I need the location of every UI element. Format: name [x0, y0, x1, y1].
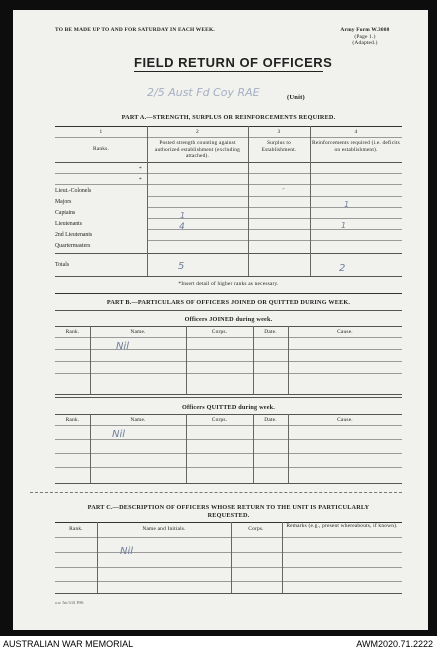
part-c-col-name: Name and Initials. — [142, 526, 186, 532]
header-posted-strength: Posted strength counting against authorized establishment (excluding attached). — [154, 140, 241, 159]
quitted-col-rank: Rank. — [65, 417, 80, 423]
part-b-top-rule — [55, 293, 402, 294]
quitted-col-divider — [253, 414, 254, 483]
form-number: Army Form W.3008 — [340, 27, 390, 33]
joined-col-rank: Rank. — [65, 329, 80, 335]
header-bottom-rule — [55, 162, 402, 163]
part-b-heading-rule — [55, 310, 402, 311]
quitted-col-divider — [288, 414, 289, 483]
form-title: FIELD RETURN OF OFFICERS — [134, 55, 333, 70]
part-b-heading: PART B.—PARTICULARS OF OFFICERS JOINED OR QUITTED DURING WEEK. — [106, 299, 351, 306]
part-c-col-remarks: Remarks (e.g., present whereabouts, if known). — [286, 523, 398, 529]
col-number-3: 3 — [277, 129, 281, 135]
rank-label: Quartermasters — [55, 243, 91, 249]
instruction-text: TO BE MADE UP TO AND FOR SATURDAY IN EACH WEEK. — [55, 27, 215, 33]
quitted-bottom-rule — [55, 483, 402, 484]
rank-label: Majors — [55, 199, 72, 205]
part-c-col-divider — [231, 522, 232, 593]
col-divider — [310, 126, 311, 276]
quitted-col-corps: Corps. — [211, 417, 228, 423]
quitted-col-date: Date. — [264, 417, 277, 423]
strength-lieutenants: 4 — [179, 222, 185, 232]
star-row-rule-1 — [55, 173, 402, 174]
col-number-4: 4 — [354, 129, 358, 135]
rank-row-rule — [147, 196, 402, 197]
joined-col-corps: Corps. — [211, 329, 228, 335]
unit-handwritten: 2/5 Aust Fd Coy RAE — [147, 86, 260, 99]
col-number-1: 1 — [99, 129, 103, 135]
quitted-top-divider — [55, 397, 402, 398]
reinf-lieutenants: 1 — [341, 221, 347, 230]
part-c-col-divider — [282, 522, 283, 593]
joined-row-rule — [55, 373, 402, 374]
quitted-col-divider — [186, 414, 187, 483]
part-c-header-rule — [55, 537, 402, 538]
rank-label: Captains — [55, 210, 76, 216]
quitted-col-divider — [90, 414, 91, 483]
part-c-nil-entry: Nil — [120, 546, 134, 557]
header-ranks: Ranks. — [92, 146, 110, 152]
joined-top-rule — [55, 326, 402, 327]
part-c-dashed-separator — [30, 492, 402, 493]
quitted-row-rule — [55, 439, 402, 440]
rank-label: Lieutenants — [55, 221, 83, 227]
joined-nil-entry: Nil — [116, 341, 130, 352]
joined-col-date: Date. — [264, 329, 277, 335]
rank-label: 2nd Lieutenants — [55, 232, 93, 238]
print-code: a.w. 5m 5/41 P.86 — [55, 600, 84, 605]
joined-col-divider — [186, 326, 187, 394]
part-c-col-corps: Corps. — [248, 526, 264, 532]
footer-accession-number: AWM2020.71.2222 — [356, 639, 433, 649]
col-divider — [147, 126, 148, 276]
total-reinforcements: 2 — [339, 263, 346, 274]
joined-bottom-rule — [55, 394, 402, 395]
form-page-number: (Page 1.) — [354, 34, 376, 40]
joined-col-cause: Cause. — [337, 329, 353, 335]
part-c-row-rule — [55, 552, 402, 553]
part-a-top-rule — [55, 126, 402, 127]
quitted-row-rule — [55, 453, 402, 454]
col-number-rule — [55, 137, 402, 138]
total-strength: 5 — [178, 261, 185, 272]
joined-row-rule — [55, 361, 402, 362]
quitted-nil-entry: Nil — [112, 429, 126, 440]
form-adapted: (Adapted.) — [352, 40, 378, 46]
quitted-top-rule — [55, 414, 402, 415]
quitted-row-rule — [55, 467, 402, 468]
strength-captains: 1 — [180, 211, 186, 220]
header-reinforcements: Reinforcements required (i.e. deficits on establishment). — [312, 140, 400, 153]
col-divider — [248, 126, 249, 276]
part-a-bottom-rule — [55, 276, 402, 277]
surplus-mark: - — [282, 184, 285, 193]
rank-row-rule — [147, 229, 402, 230]
header-surplus: Surplus to Establishment. — [261, 140, 297, 153]
joined-col-divider — [288, 326, 289, 394]
quitted-col-name: Name. — [130, 417, 146, 423]
star-mark-2: * — [139, 177, 142, 183]
part-c-row-rule — [55, 567, 402, 568]
reinf-majors: 1 — [344, 200, 350, 209]
part-a-heading: PART A.—STRENGTH, SURPLUS OR REINFORCEMENTS REQUIRED. — [121, 114, 336, 121]
rank-label: Lieut.-Colonels — [55, 188, 92, 194]
totals-label: Totals — [55, 262, 70, 268]
title-underline — [134, 71, 323, 72]
joined-col-divider — [90, 326, 91, 394]
part-c-heading-line1: PART C.—DESCRIPTION OF OFFICERS WHOSE RETURN TO THE UNIT IS PARTICULARLY — [87, 504, 370, 511]
joined-col-divider — [253, 326, 254, 394]
quitted-title: Officers QUITTED during week. — [181, 404, 276, 411]
joined-title: Officers JOINED during week. — [184, 316, 273, 323]
rank-row-rule — [147, 207, 402, 208]
joined-row-rule — [55, 349, 402, 350]
part-c-col-divider — [97, 522, 98, 593]
part-c-bottom-rule — [55, 593, 402, 594]
rank-row-rule — [147, 240, 402, 241]
joined-header-rule — [55, 337, 402, 338]
quitted-col-cause: Cause. — [337, 417, 353, 423]
rank-row-rule — [147, 218, 402, 219]
col-number-2: 2 — [196, 129, 199, 135]
star-mark-1: * — [139, 166, 142, 172]
part-c-heading-line2: REQUESTED. — [207, 512, 250, 519]
part-c-row-rule — [55, 581, 402, 582]
star-row-rule-2 — [55, 184, 402, 185]
footer-institution: AUSTRALIAN WAR MEMORIAL — [3, 639, 134, 649]
quitted-header-rule — [55, 425, 402, 426]
unit-label: (Unit) — [287, 94, 305, 101]
joined-col-name: Name. — [130, 329, 146, 335]
totals-top-rule — [55, 253, 402, 254]
part-a-footnote: *Insert detail of higher ranks as necessary. — [178, 281, 279, 287]
part-c-col-rank: Rank. — [69, 526, 83, 532]
